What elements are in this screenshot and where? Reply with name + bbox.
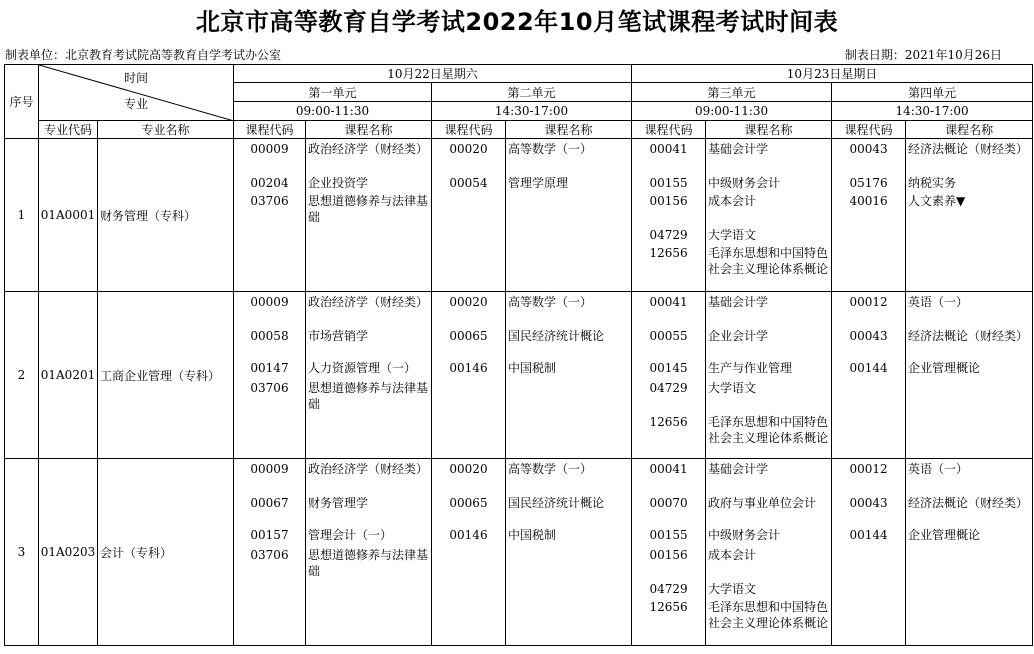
course-name: 企业管理概论 bbox=[908, 361, 981, 375]
course-code-cell bbox=[832, 139, 906, 292]
course-name: 政治经济学（财经类） bbox=[308, 142, 429, 156]
course-code-cell bbox=[234, 139, 306, 292]
made-date: 制表日期：2021年10月26日 bbox=[844, 48, 1002, 62]
course-name: 政府与事业单位会计 bbox=[708, 496, 817, 510]
course-code: 00012 bbox=[849, 462, 888, 476]
unit-1-header: 第一单元 bbox=[234, 83, 432, 102]
course-code: 00156 bbox=[649, 548, 688, 562]
course-code-header: 课程代码 bbox=[832, 121, 906, 139]
course-name: 高等数学（一） bbox=[508, 462, 593, 476]
major-code: 01A0203 bbox=[39, 459, 98, 646]
major-code-header: 专业代码 bbox=[39, 121, 98, 139]
course-code: 00144 bbox=[849, 361, 888, 375]
major-name: 财务管理（专科） bbox=[98, 139, 234, 292]
row-seq: 2 bbox=[5, 292, 39, 459]
course-name: 毛泽东思想和中国特色社会主义理论体系概论 bbox=[708, 246, 829, 276]
course-name-cell bbox=[906, 139, 1033, 292]
row-seq: 1 bbox=[5, 139, 39, 292]
course-name: 高等数学（一） bbox=[508, 142, 593, 156]
row-seq: 3 bbox=[5, 459, 39, 646]
course-code: 12656 bbox=[649, 415, 688, 429]
course-name: 毛泽东思想和中国特色社会主义理论体系概论 bbox=[708, 600, 829, 630]
course-name: 经济法概论（财经类） bbox=[908, 496, 1029, 510]
course-code: 00009 bbox=[250, 142, 289, 156]
exam-schedule-table bbox=[4, 64, 1033, 646]
course-name-header: 课程名称 bbox=[506, 121, 632, 139]
course-name: 中国税制 bbox=[508, 361, 557, 375]
unit-2-header: 第二单元 bbox=[432, 83, 632, 102]
course-code: 00147 bbox=[250, 361, 289, 375]
course-name: 思想道德修养与法律基础 bbox=[308, 381, 429, 411]
course-name: 政治经济学（财经类） bbox=[308, 295, 429, 309]
course-name: 纳税实务 bbox=[908, 176, 957, 190]
course-name: 管理学原理 bbox=[508, 176, 569, 190]
course-name: 中国税制 bbox=[508, 528, 557, 542]
course-name: 大学语文 bbox=[708, 381, 757, 395]
unit-3-time: 09:00-11:30 bbox=[632, 102, 832, 121]
major-code: 01A0001 bbox=[39, 139, 98, 292]
course-name: 企业管理概论 bbox=[908, 528, 981, 542]
course-code: 00155 bbox=[649, 176, 688, 190]
seq-header: 序号 bbox=[5, 65, 39, 139]
course-name: 思想道德修养与法律基础 bbox=[308, 194, 429, 224]
course-name: 生产与作业管理 bbox=[708, 361, 793, 375]
course-name: 英语（一） bbox=[908, 462, 969, 476]
course-name-cell bbox=[906, 292, 1033, 459]
course-code-header: 课程代码 bbox=[632, 121, 706, 139]
course-name: 毛泽东思想和中国特色社会主义理论体系概论 bbox=[708, 415, 829, 445]
course-name: 经济法概论（财经类） bbox=[908, 142, 1029, 156]
course-code: 04729 bbox=[649, 381, 688, 395]
course-code-cell bbox=[632, 459, 706, 646]
major-name: 会计（专科） bbox=[98, 459, 234, 646]
course-name-header: 课程名称 bbox=[706, 121, 832, 139]
course-code: 12656 bbox=[649, 600, 688, 614]
course-name: 政治经济学（财经类） bbox=[308, 462, 429, 476]
major-code: 01A0201 bbox=[39, 292, 98, 459]
unit-1-time: 09:00-11:30 bbox=[234, 102, 432, 121]
table-row bbox=[5, 139, 1033, 292]
course-code: 00041 bbox=[649, 462, 688, 476]
course-name: 经济法概论（财经类） bbox=[908, 329, 1029, 343]
course-code: 00043 bbox=[849, 142, 888, 156]
course-code: 00041 bbox=[649, 142, 688, 156]
course-name: 管理会计（一） bbox=[308, 528, 393, 542]
course-code: 00054 bbox=[449, 176, 488, 190]
course-code-cell bbox=[832, 459, 906, 646]
time-major-header bbox=[39, 65, 234, 121]
course-name-cell bbox=[506, 292, 632, 459]
course-name-header: 课程名称 bbox=[906, 121, 1033, 139]
course-code: 00146 bbox=[449, 528, 488, 542]
course-code-cell bbox=[432, 139, 506, 292]
course-name: 中级财务会计 bbox=[708, 176, 781, 190]
course-code: 05176 bbox=[849, 176, 888, 190]
course-code-cell bbox=[432, 459, 506, 646]
maker-unit: 制表单位：北京教育考试院高等教育自学考试办公室 bbox=[5, 48, 282, 62]
table-row bbox=[5, 292, 1033, 459]
course-code: 00144 bbox=[849, 528, 888, 542]
course-name: 大学语文 bbox=[708, 228, 757, 242]
unit-3-header: 第三单元 bbox=[632, 83, 832, 102]
major-name-header: 专业名称 bbox=[98, 121, 234, 139]
course-code: 00009 bbox=[250, 462, 289, 476]
course-code: 00065 bbox=[449, 329, 488, 343]
course-name: 高等数学（一） bbox=[508, 295, 593, 309]
course-name: 中级财务会计 bbox=[708, 528, 781, 542]
day1-header: 10月22日星期六 bbox=[234, 65, 632, 83]
course-name: 财务管理学 bbox=[308, 496, 369, 510]
course-name: 国民经济统计概论 bbox=[508, 329, 605, 343]
course-code-header: 课程代码 bbox=[234, 121, 306, 139]
unit-4-header: 第四单元 bbox=[832, 83, 1033, 102]
course-code: 00009 bbox=[250, 295, 289, 309]
course-code: 40016 bbox=[849, 194, 888, 208]
course-name: 成本会计 bbox=[708, 194, 757, 208]
course-code-cell bbox=[432, 292, 506, 459]
course-code-cell bbox=[632, 292, 706, 459]
course-code: 00055 bbox=[649, 329, 688, 343]
major-label: 专业 bbox=[123, 97, 148, 111]
course-code: 00157 bbox=[250, 528, 289, 542]
page-title: 北京市高等教育自学考试2022年10月笔试课程考试时间表 bbox=[195, 8, 839, 36]
course-code: 00067 bbox=[250, 496, 289, 510]
course-name: 人力资源管理（一） bbox=[308, 361, 417, 375]
course-code: 00204 bbox=[250, 176, 289, 190]
course-name-cell bbox=[706, 139, 832, 292]
course-code: 00020 bbox=[449, 295, 488, 309]
course-name-header: 课程名称 bbox=[306, 121, 432, 139]
course-code: 03706 bbox=[250, 548, 289, 562]
unit-2-time: 14:30-17:00 bbox=[432, 102, 632, 121]
course-name: 英语（一） bbox=[908, 295, 969, 309]
course-code: 00070 bbox=[649, 496, 688, 510]
course-name-cell bbox=[306, 292, 432, 459]
course-name: 企业投资学 bbox=[308, 176, 369, 190]
course-name: 人文素养▼ bbox=[908, 194, 966, 208]
course-name-cell bbox=[306, 139, 432, 292]
time-label: 时间 bbox=[123, 71, 148, 85]
day2-header: 10月23日星期日 bbox=[632, 65, 1033, 83]
course-code: 00043 bbox=[849, 329, 888, 343]
course-code: 00058 bbox=[250, 329, 289, 343]
unit-4-time: 14:30-17:00 bbox=[832, 102, 1033, 121]
course-name-cell bbox=[706, 459, 832, 646]
course-code: 00155 bbox=[649, 528, 688, 542]
course-name: 基础会计学 bbox=[708, 295, 769, 309]
course-name-cell bbox=[906, 459, 1033, 646]
course-name: 大学语文 bbox=[708, 582, 757, 596]
course-code: 03706 bbox=[250, 194, 289, 208]
course-code: 04729 bbox=[649, 228, 688, 242]
table-row bbox=[5, 459, 1033, 646]
course-name-cell bbox=[506, 139, 632, 292]
course-code: 04729 bbox=[649, 582, 688, 596]
course-name: 思想道德修养与法律基础 bbox=[308, 548, 429, 578]
course-code: 12656 bbox=[649, 246, 688, 260]
major-name: 工商企业管理（专科） bbox=[98, 292, 234, 459]
course-code-cell bbox=[632, 139, 706, 292]
course-name: 市场营销学 bbox=[308, 329, 369, 343]
course-name: 基础会计学 bbox=[708, 462, 769, 476]
course-code-cell bbox=[234, 292, 306, 459]
course-code: 00065 bbox=[449, 496, 488, 510]
course-code-cell bbox=[234, 459, 306, 646]
course-name: 成本会计 bbox=[708, 548, 757, 562]
course-name-cell bbox=[706, 292, 832, 459]
course-code: 00043 bbox=[849, 496, 888, 510]
course-code: 00146 bbox=[449, 361, 488, 375]
course-code: 00041 bbox=[649, 295, 688, 309]
course-name-cell bbox=[506, 459, 632, 646]
course-code: 00020 bbox=[449, 462, 488, 476]
course-code-header: 课程代码 bbox=[432, 121, 506, 139]
course-name: 企业会计学 bbox=[708, 329, 769, 343]
course-code: 00156 bbox=[649, 194, 688, 208]
course-name-cell bbox=[306, 459, 432, 646]
course-code: 03706 bbox=[250, 381, 289, 395]
course-code: 00145 bbox=[649, 361, 688, 375]
course-code-cell bbox=[832, 292, 906, 459]
course-name: 国民经济统计概论 bbox=[508, 496, 605, 510]
course-name: 基础会计学 bbox=[708, 142, 769, 156]
course-code: 00012 bbox=[849, 295, 888, 309]
course-code: 00020 bbox=[449, 142, 488, 156]
